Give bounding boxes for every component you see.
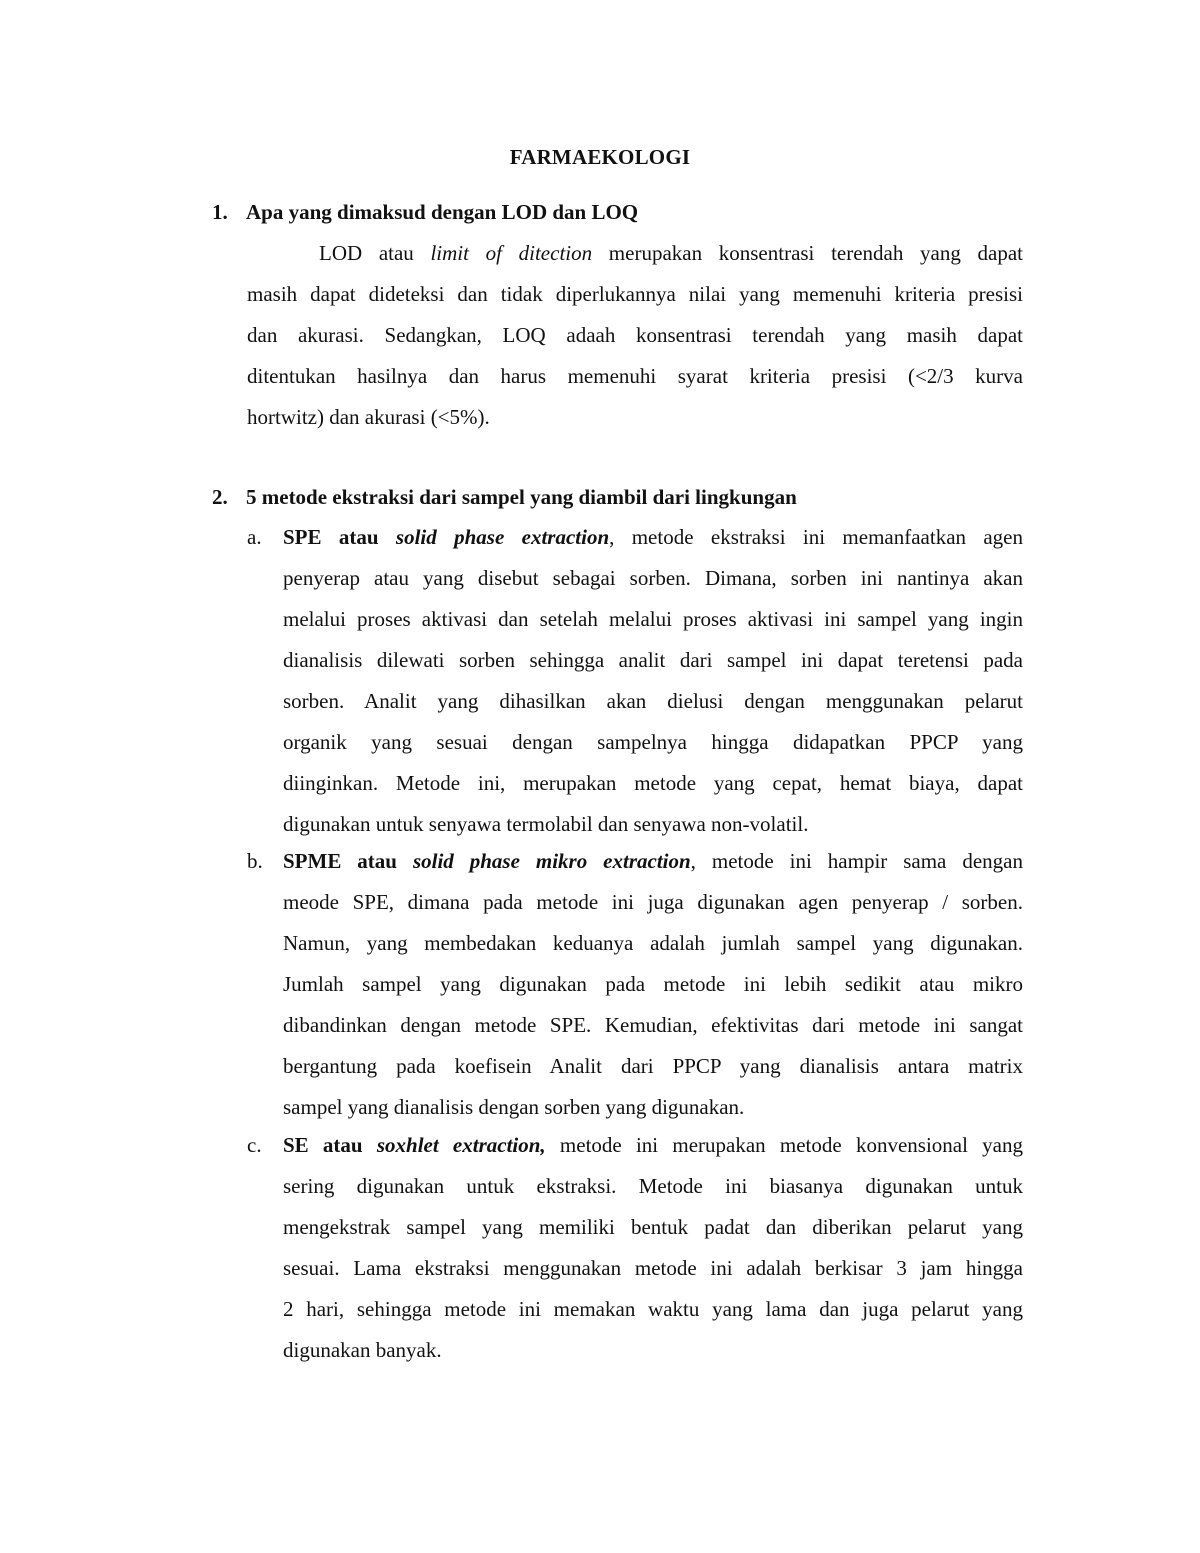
item-line: Jumlah sampel yang digunakan pada metode ini lebih sedikit atau mikro [283, 972, 1023, 996]
item-line: sesuai. Lama ekstraksi menggunakan metode ini adalah berkisar 3 jam hingga [283, 1256, 1023, 1280]
item-line: dianalisis dilewati sorben sehingga analit dari sampel ini dapat teretensi pada [283, 648, 1023, 672]
question-2-number: 2. [212, 485, 228, 509]
item-line: 2 hari, sehingga metode ini memakan waktu yang lama dan juga pelarut yang [283, 1297, 1023, 1321]
answer-line-text: LOD atau [319, 241, 431, 265]
method-full-name: solid phase mikro extraction [412, 849, 691, 873]
item-line-text: metode ini merupakan metode konvensional yang [545, 1133, 1023, 1157]
item-letter: c. [247, 1133, 262, 1157]
item-line [283, 841, 1023, 882]
method-name: SPME atau [283, 849, 413, 873]
item-line: organik yang sesuai dengan sampelnya hingga didapatkan PPCP yang [283, 730, 1023, 754]
method-full-name: solid phase extraction [395, 525, 610, 549]
item-text [283, 841, 1023, 1128]
answer-line: masih dapat dideteksi dan tidak diperlukannya nilai yang memenuhi kriteria presisi [247, 282, 1023, 306]
item-line: digunakan untuk senyawa termolabil dan senyawa non-volatil. [283, 812, 809, 836]
item-line: mengekstrak sampel yang memiliki bentuk padat dan diberikan pelarut yang [283, 1215, 1023, 1239]
answer-line: hortwitz) dan akurasi (<5%). [247, 405, 490, 429]
item-line: dibandinkan dengan metode SPE. Kemudian, efektivitas dari metode ini sangat [283, 1013, 1023, 1037]
method-name: SE atau [283, 1133, 377, 1157]
lod-term: limit of ditection [430, 241, 593, 265]
item-line [283, 517, 1023, 558]
item-line: penyerap atau yang disebut sebagai sorben. Dimana, sorben ini nantinya akan [283, 566, 1023, 590]
item-text [283, 517, 1023, 845]
item-line: sampel yang dianalisis dengan sorben yang digunakan. [283, 1095, 745, 1119]
item-line-text: , metode ekstraksi ini memanfaatkan agen [609, 525, 1024, 549]
item-line-text: , metode ini hampir sama dengan [690, 849, 1023, 873]
question-1-heading-text: Apa yang dimaksud dengan LOD dan LOQ [246, 200, 639, 224]
item-line: digunakan banyak. [283, 1338, 442, 1362]
question-1-number: 1. [212, 200, 228, 224]
question-2-heading-text: 5 metode ekstraksi dari sampel yang diambil dari lingkungan [246, 485, 797, 509]
answer-line: ditentukan hasilnya dan harus memenuhi syarat kriteria presisi (<2/3 kurva [247, 364, 1023, 388]
item-line [283, 1125, 1023, 1166]
item-line: sorben. Analit yang dihasilkan akan dielusi dengan menggunakan pelarut [283, 689, 1023, 713]
item-line: sering digunakan untuk ekstraksi. Metode ini biasanya digunakan untuk [283, 1174, 1023, 1198]
item-letter: b. [247, 849, 263, 873]
question-1-heading [212, 198, 638, 226]
method-name: SPE atau [283, 525, 396, 549]
item-line: Namun, yang membedakan keduanya adalah jumlah sampel yang digunakan. [283, 931, 1023, 955]
item-line: meode SPE, dimana pada metode ini juga digunakan agen penyerap / sorben. [283, 890, 1023, 914]
item-text [283, 1125, 1023, 1371]
question-2-heading [212, 483, 797, 511]
answer-line [247, 233, 1023, 274]
document-title: FARMAEKOLOGI [509, 145, 691, 169]
item-line: bergantung pada koefisein Analit dari PPCP yang dianalisis antara matrix [283, 1054, 1023, 1078]
question-1-answer [247, 233, 1023, 438]
item-letter: a. [247, 525, 262, 549]
answer-line-text: merupakan konsentrasi terendah yang dapat [592, 241, 1023, 265]
item-line: melalui proses aktivasi dan setelah melalui proses aktivasi ini sampel yang ingin [283, 607, 1023, 631]
method-full-name: soxhlet extraction, [376, 1133, 546, 1157]
item-line: diinginkan. Metode ini, merupakan metode yang cepat, hemat biaya, dapat [283, 771, 1023, 795]
answer-line: dan akurasi. Sedangkan, LOQ adaah konsentrasi terendah yang masih dapat [247, 323, 1023, 347]
